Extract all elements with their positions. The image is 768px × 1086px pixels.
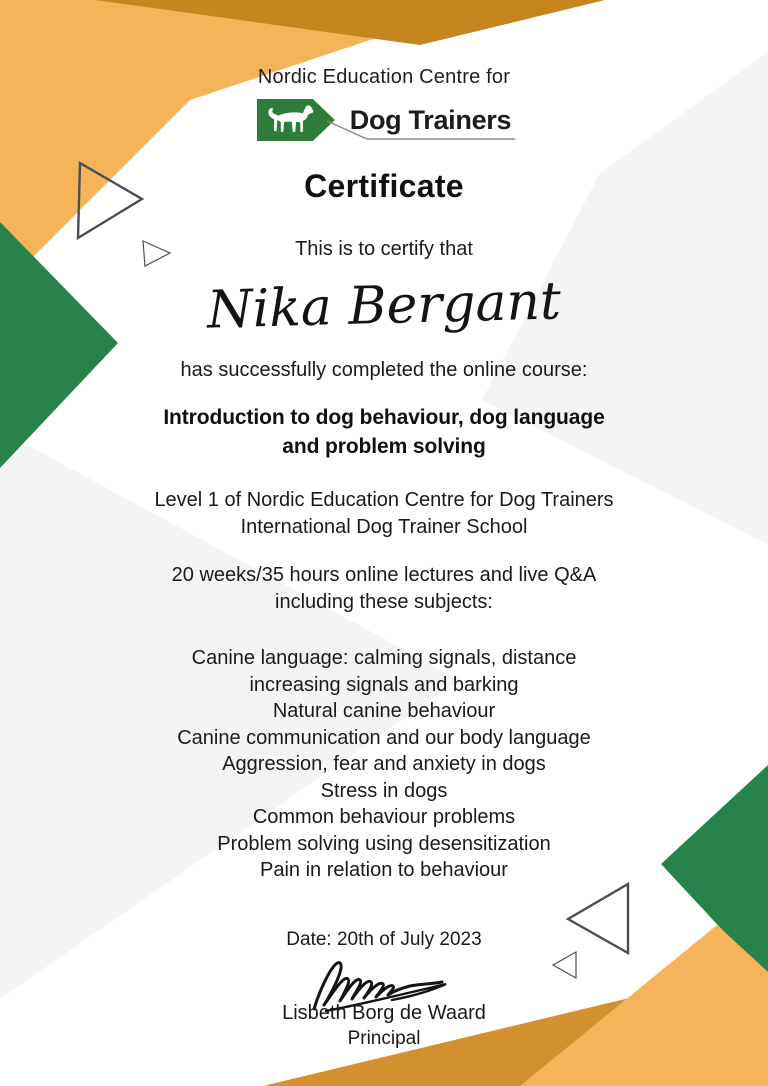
course-title-line2: and problem solving (282, 435, 486, 458)
subject-line: Common behaviour problems (252, 806, 516, 828)
subject-line: Aggression, fear and anxiety in dogs (222, 753, 546, 775)
signer-title: Principal (347, 1028, 421, 1049)
duration-line2: including these subjects: (275, 591, 493, 613)
logo-badge (257, 99, 335, 141)
signer-name: Lisbeth Borg de Waard (282, 1002, 486, 1024)
program-line1: Level 1 of Nordic Education Centre for Dog Trainers (154, 489, 614, 511)
duration-info (0, 562, 768, 616)
subject-line: Pain in relation to behaviour (260, 859, 508, 881)
logo-text-top: Nordic Education Centre for (257, 66, 511, 88)
course-title-line1: Introduction to dog behaviour, dog language (163, 406, 605, 429)
program-info (0, 487, 768, 541)
subject-list (0, 645, 768, 884)
subject-line: Stress in dogs (320, 779, 448, 802)
certificate-title: Certificate (304, 168, 464, 204)
program-line2: International Dog Trainer School (240, 516, 528, 538)
subject-line: Natural canine behaviour (272, 700, 496, 722)
subject-line: increasing signals and barking (249, 673, 519, 696)
course-title (0, 403, 768, 461)
date-text: Date: 20th of July 2023 (286, 929, 482, 950)
duration-line1: 20 weeks/35 hours online lectures and live Q&A (171, 564, 597, 586)
outline-triangle-small-bottomright (553, 952, 576, 978)
dog-icon (263, 103, 319, 137)
logo-underline (327, 120, 517, 144)
subject-line: Canine language: calming signals, distance (191, 647, 577, 669)
logo-text-main: Dog Trainers (349, 104, 512, 135)
subject-line: Canine communication and our body language (177, 726, 591, 749)
completion-text: has successfully completed the online course: (180, 359, 588, 381)
certify-intro: This is to certify that (295, 238, 473, 260)
recipient-name: Nika Bergant (206, 271, 562, 341)
subject-line: Problem solving using desensitization (217, 832, 551, 855)
